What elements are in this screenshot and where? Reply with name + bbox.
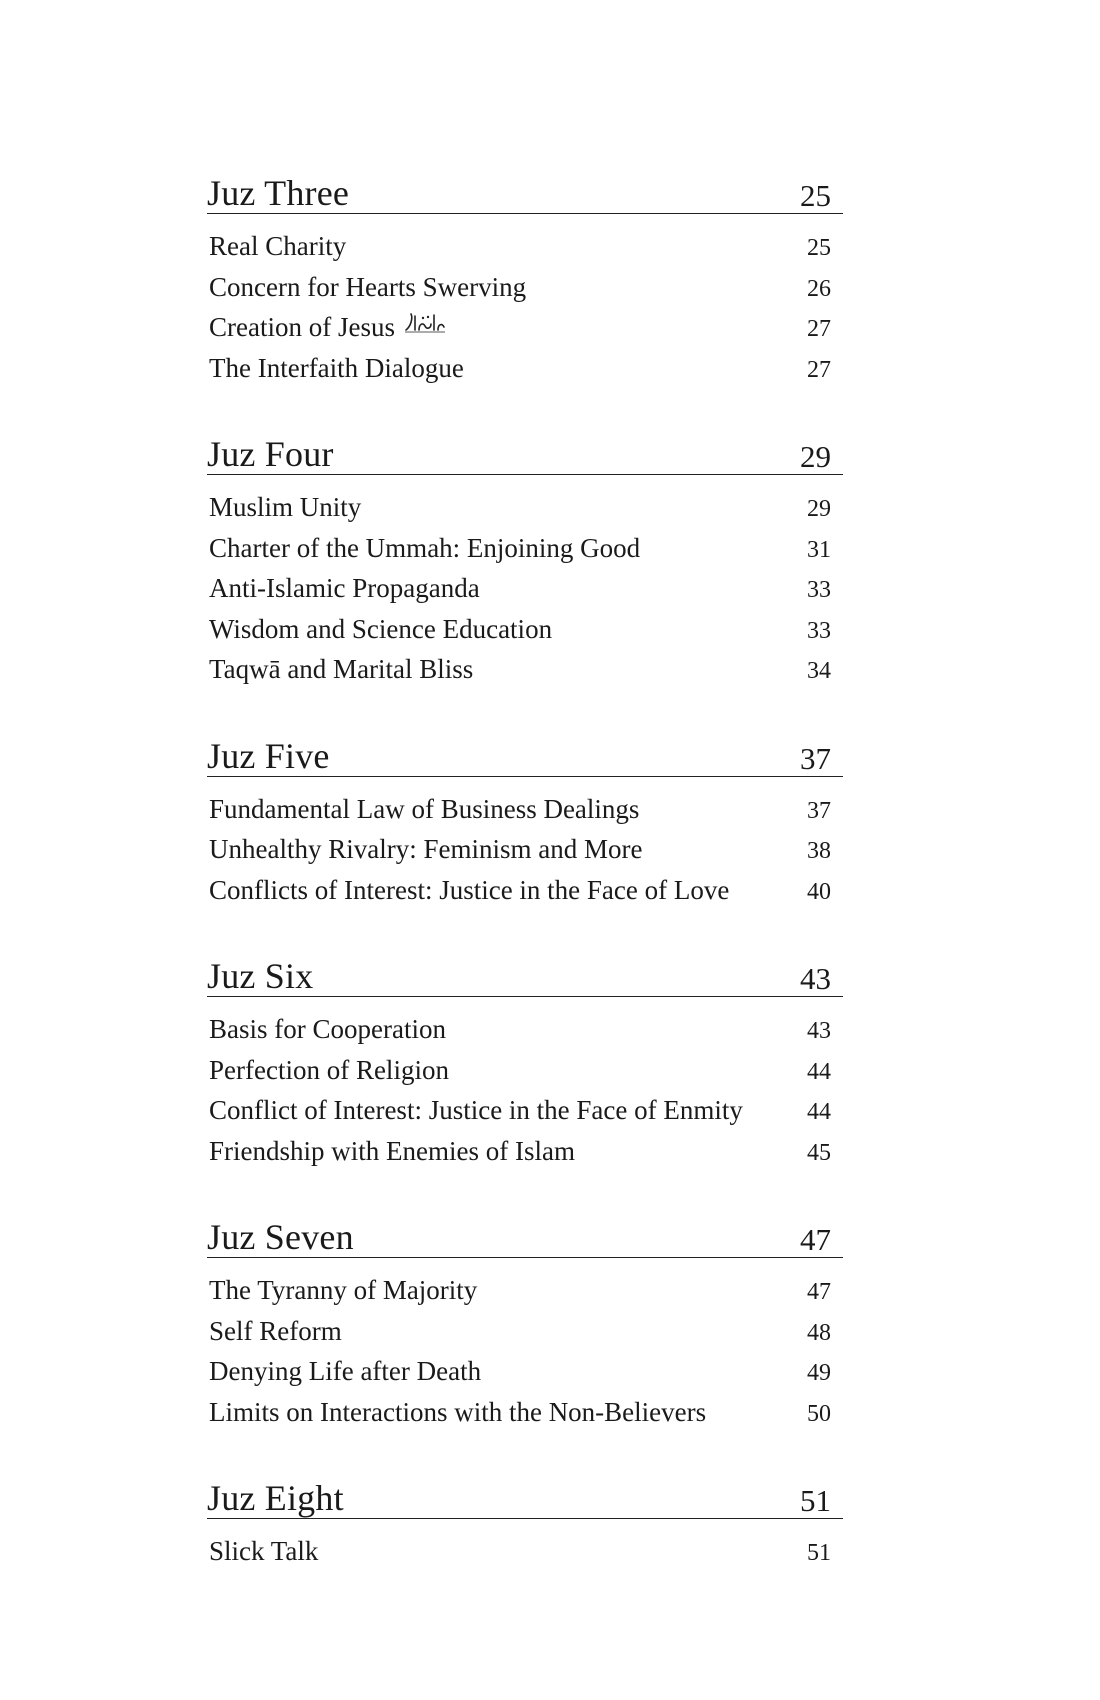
entry-title: Taqwā and Marital Bliss: [209, 654, 474, 684]
section-title: Juz Five: [207, 735, 330, 776]
section-page-number: 29: [800, 439, 831, 474]
entry-page-number: 47: [807, 1279, 831, 1305]
entry-page-number: 27: [807, 356, 831, 383]
entry-title: Limits on Interactions with the Non-Believers: [209, 1396, 707, 1427]
toc-entry[interactable]: [207, 829, 843, 870]
entry-page-number: 43: [807, 1018, 831, 1044]
section-title: Juz Eight: [207, 1478, 344, 1518]
entry-title: The Tyranny of Majority: [209, 1275, 478, 1305]
toc-entry[interactable]: [207, 1531, 843, 1572]
section-page-number: 51: [800, 1483, 831, 1518]
toc-section-juz-six: [207, 943, 843, 1171]
entry-page-number: 51: [807, 1540, 831, 1566]
honorific-calligraphy-icon: [403, 308, 447, 349]
toc-section-juz-five: [207, 723, 843, 911]
entry-title: Perfection of Religion: [209, 1054, 449, 1085]
toc-entry[interactable]: [207, 1351, 843, 1392]
toc-entry[interactable]: [207, 487, 843, 528]
entry-title: Slick Talk: [209, 1536, 319, 1566]
section-heading[interactable]: [207, 421, 843, 475]
entry-page-number: 45: [807, 1139, 831, 1166]
section-page-number: 25: [800, 178, 831, 213]
entry-title: Self Reform: [209, 1315, 342, 1346]
honorific-calligraphy-icon-svg: [403, 312, 447, 334]
entry-title: Friendship with Enemies of Islam: [209, 1135, 575, 1166]
toc-entry[interactable]: [207, 528, 843, 569]
section-title: Juz Six: [207, 956, 314, 996]
toc-entry[interactable]: [207, 1050, 843, 1091]
toc-entry[interactable]: [207, 789, 843, 830]
section-page-number: 47: [800, 1222, 831, 1257]
toc-entry[interactable]: [207, 609, 843, 650]
toc-entry[interactable]: [207, 226, 843, 267]
toc-section-juz-eight: [207, 1465, 843, 1572]
entry-title: Concern for Hearts Swerving: [209, 271, 527, 302]
toc-entry[interactable]: [207, 1090, 843, 1131]
toc-entry[interactable]: [207, 267, 843, 308]
entry-title: Conflicts of Interest: Justice in the Face of Love: [209, 874, 730, 905]
entry-page-number: 34: [807, 658, 831, 684]
section-page-number: 37: [800, 740, 831, 776]
entry-title: Anti-Islamic Propaganda: [209, 573, 480, 603]
toc-entry[interactable]: [207, 649, 843, 690]
toc-section-juz-seven: [207, 1204, 843, 1432]
entry-page-number: 37: [807, 797, 831, 824]
toc-entry[interactable]: [207, 1009, 843, 1050]
toc-entry[interactable]: [207, 1131, 843, 1172]
section-heading[interactable]: [207, 943, 843, 997]
section-title: Juz Four: [207, 434, 334, 474]
entry-page-number: 26: [807, 275, 831, 302]
entry-page-number: 38: [807, 838, 831, 864]
entry-page-number: 50: [807, 1400, 831, 1427]
entry-title-wrap: [207, 307, 447, 349]
section-title: Juz Three: [207, 173, 350, 213]
entry-title: Basis for Cooperation: [209, 1014, 446, 1044]
entry-page-number: 44: [807, 1099, 831, 1125]
entry-page-number: 48: [807, 1319, 831, 1346]
toc-entry[interactable]: [207, 1392, 843, 1433]
entry-page-number: 25: [807, 235, 831, 261]
toc-entry[interactable]: [207, 307, 843, 348]
section-page-number: 43: [800, 961, 831, 996]
entry-title: Charter of the Ummah: Enjoining Good: [209, 532, 641, 563]
entry-title: Muslim Unity: [209, 492, 362, 522]
toc-entry[interactable]: [207, 870, 843, 911]
entry-page-number: 40: [807, 878, 831, 905]
entry-title: Denying Life after Death: [209, 1356, 482, 1386]
toc-entry[interactable]: [207, 568, 843, 609]
toc-entry[interactable]: [207, 1270, 843, 1311]
section-heading[interactable]: [207, 160, 843, 214]
section-heading[interactable]: [207, 1465, 843, 1519]
entry-page-number: 33: [807, 617, 831, 644]
table-of-contents: [207, 160, 843, 1605]
toc-entry[interactable]: [207, 348, 843, 389]
entry-title: The Interfaith Dialogue: [209, 352, 464, 383]
entry-title: Wisdom and Science Education: [209, 613, 553, 644]
entry-title: Real Charity: [209, 231, 347, 261]
entry-page-number: 29: [807, 496, 831, 522]
entry-title: Unhealthy Rivalry: Feminism and More: [209, 834, 643, 864]
entry-page-number: 44: [807, 1058, 831, 1085]
section-heading[interactable]: [207, 1204, 843, 1258]
section-title: Juz Seven: [207, 1217, 354, 1257]
toc-section-juz-four: [207, 421, 843, 690]
entry-title: Creation of Jesus: [209, 312, 395, 342]
entry-page-number: 49: [807, 1360, 831, 1386]
toc-section-juz-three: [207, 160, 843, 388]
entry-title: Conflict of Interest: Justice in the Face of Enmity: [209, 1095, 743, 1125]
entry-page-number: 31: [807, 536, 831, 563]
section-heading[interactable]: [207, 723, 843, 777]
entry-page-number: 27: [807, 316, 831, 342]
entry-page-number: 33: [807, 577, 831, 603]
toc-entry[interactable]: [207, 1311, 843, 1352]
entry-title: Fundamental Law of Business Dealings: [209, 793, 640, 824]
